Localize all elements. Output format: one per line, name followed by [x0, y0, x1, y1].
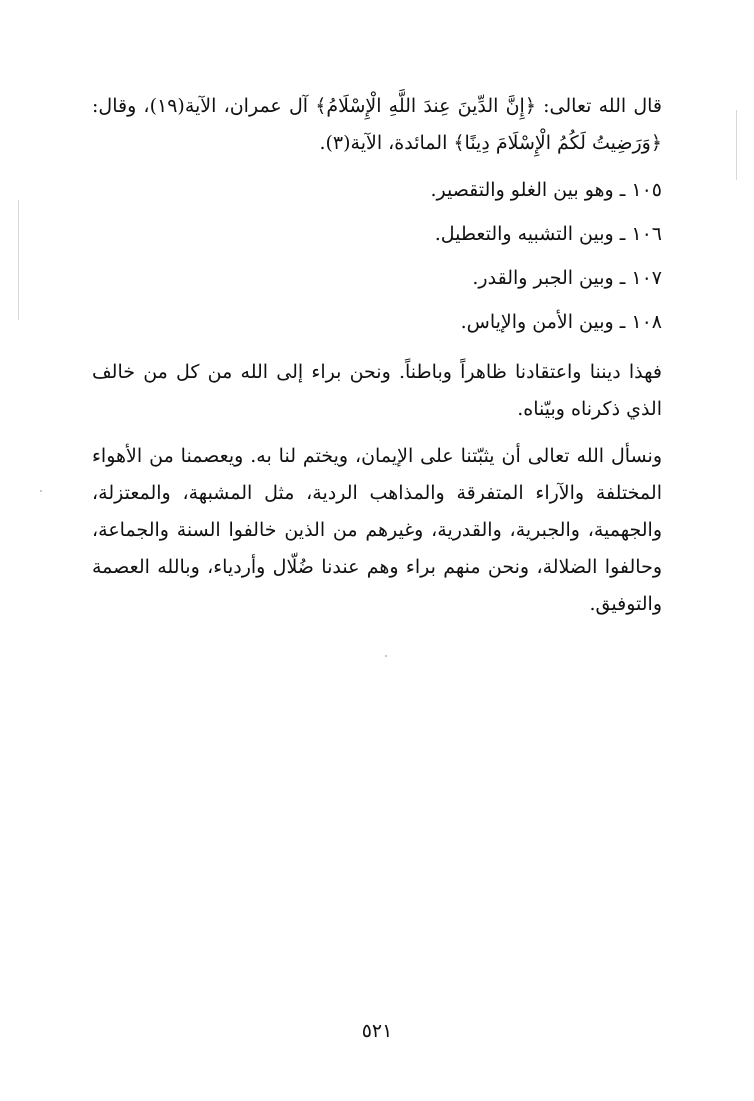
prayer-paragraph: ونسأل الله تعالى أن يثبّتنا على الإيمان، ويختم لنا به. ويعصمنا من الأهواء المختلفة والآراء المتفرقة والمذاهب الردية، مثل المشبهة، والمعتزلة، والجهمية، والجبرية، والقدرية، وغيرهم من الذين خالفوا السنة والجماعة، وحالفوا الضلالة، ونحن منهم براء وهم عندنا ضُلّال وأردياء، وبالله العصمة والتوفيق.	[92, 445, 662, 615]
item-number: ١٠٧	[631, 267, 662, 289]
quran-citation-paragraph: قال الله تعالى: ﴿إِنَّ الدِّينَ عِندَ اللَّهِ الْإِسْلَامُ﴾ آل عمران، الآية(١٩)، وقال: ﴿وَرَضِيتُ لَكُمُ الْإِسْلَامَ دِينًا﴾ المائدة، الآية(٣).	[92, 95, 662, 154]
list-item	[92, 168, 692, 212]
scan-margin-mark	[18, 200, 19, 320]
list-item	[92, 300, 692, 344]
item-text: ـ وبين الأمن والإياس.	[460, 311, 626, 333]
numbered-list	[92, 168, 692, 344]
item-text: ـ وهو بين الغلو والتقصير.	[430, 179, 626, 201]
list-item	[92, 256, 692, 300]
item-text: ـ وبين التشبيه والتعطيل.	[434, 223, 626, 245]
item-number: ١٠٦	[631, 223, 662, 245]
list-item	[92, 212, 692, 256]
scan-speck	[40, 490, 42, 492]
item-number: ١٠٨	[631, 311, 662, 333]
scan-speck	[385, 655, 387, 657]
belief-paragraph: فهذا ديننا واعتقادنا ظاهراً وباطناً. ونحن براء إلى الله من كل من خالف الذي ذكرناه وبيّناه.	[92, 361, 662, 420]
page-number: ٥٢١	[361, 1020, 393, 1042]
item-text: ـ وبين الجبر والقدر.	[472, 267, 626, 289]
item-number: ١٠٥	[631, 179, 662, 201]
body-text	[92, 88, 692, 623]
scan-margin-mark	[736, 110, 737, 180]
